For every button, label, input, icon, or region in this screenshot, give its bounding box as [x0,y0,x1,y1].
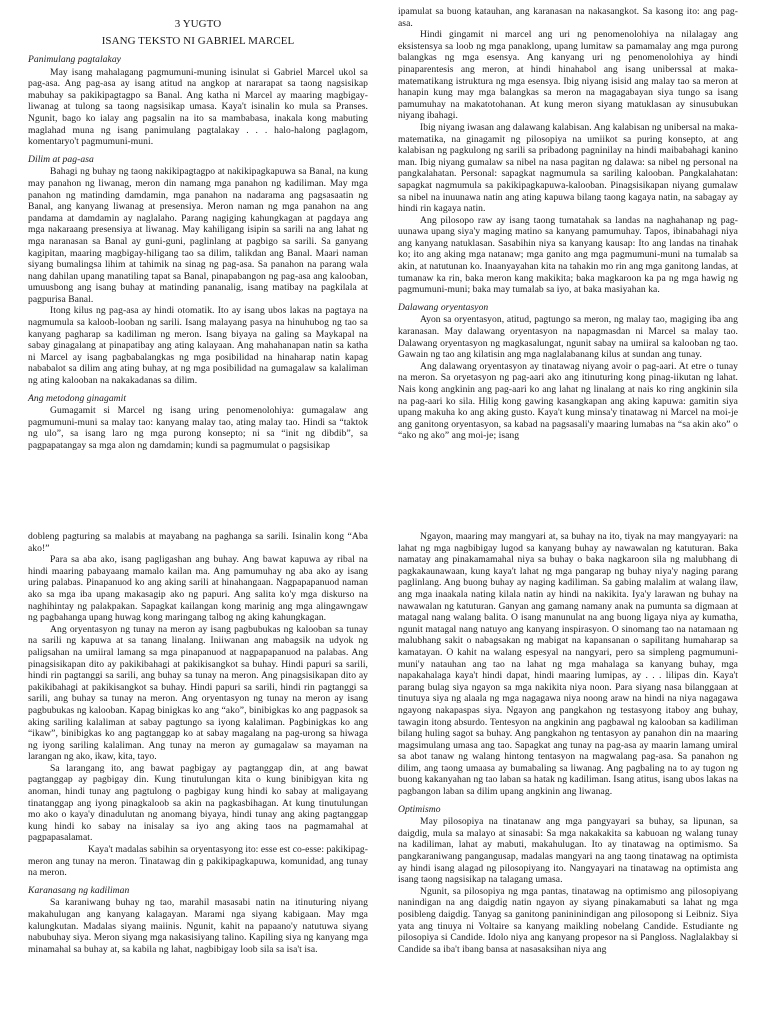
paragraph: Kaya't madalas sabihin sa oryentasyong ito: esse est co-esse: pakikipag-meron ang tunay na meron. Tinatawag din g pakikipagkapuwa, komunidad, ang tunay na meron. [28,844,369,879]
section-heading: Karanasang ng kadiliman [28,884,130,896]
paragraph: Ang dalawang oryentasyon ay tinatawag niyang avoir o pag-aari. At etre o tunay na meron. Sa oryetasyon ng pag-aari ako ang itinuturing kong pinag-iikutan ng lahat. Nais kong angkinin ang pag-aari ko ang lahat ng linalang at nais ko ring angkinin sila na pag-aari ko sila. Hilig kong gawing kasangkapan ang aking kapuwa: gamitin siya upang makuha ko ang aking gusto. Kaya't kung minsa'y tinatawag ni Marcel na moi-je ang ganitong oryentasyon, sa kabad na pagsasali'y maaring lumabas na “sa akin ako” o “ako ng ako” ang moi-je; isang [398,360,738,442]
document-title: ISANG TEKSTO NI GABRIEL MARCEL [101,35,295,47]
paragraph: May pilosopiya na tinatanaw ang mga pangyayari sa buhay, sa lipunan, sa daigdig, mula sa malayo at sinasabi: Sa mga nakakakita sa kabuoan ng walang tunay na kadiliman, lahat ay mabuti, makahulugan. Ito ay tinatawag na optimismo. Sa pangkaraniwang pangangusap, madalas mangyari na ang taong tinatawag na optimista ay hindi isang alagad ng pilosopiyang ito. Nangyayari na tinatawag na optimista ang isang taong nagsisikap na talagang umasa. [398,816,738,886]
column-4 [398,531,738,955]
paragraph: Ayon sa oryentasyon, atitud, pagtungo sa meron, ng malay tao, magiging iba ang karanasan. May dalawang oryentasyon na napagmasdan ni Marcel sa malay tao. Dalawang oryentasyon ng magkasalungat, ngunit sabay na umiiral sa kalooban ng tao. Gawain ng tao ang kilatisin ang mga naglalabanang kilus at sundan ang tunay. [398,314,738,361]
column-3 [28,531,368,955]
paragraph: Bahagi ng buhay ng taong nakikipagtagpo at nakikipagkapuwa sa Banal, na kung may panahon ng liwanag, meron din namang mga panahon ng kadiliman. May mga panahon ng matinding damdamin, mga panahon na nadarama ang pagsasaatin ng Banal, ang kanyang liwanag at presensiya. Meron naman ng mga panahon na ang pandama at damdamin ay naglalaho. Parang nagiging kahungkagan at pagdaya ang mga nakaraang presensiya at liwanag. May kahiligang isipin sa sarili na ang lahat ng mga naranasan sa Banal ay guni-guni, paglinlang at pagbigo sa sarili. Sa ganyang kagipitan, maaring magbigay-hiligang tao sa dilim, talikdan ang Banal. Maari naman siyang bumalingsa lihim at tahimik na sinag ng pag-asa. Sa panahon na parang wala nang dahilan upang manatiling tapat sa Banal, pinapabangon ng pag-asa ang kalooban, umuusbong ang isang buhay at matinding pananalig, isang matibay na pagkilala at pagpurisa Banal. [28,166,368,305]
paragraph: Ngayon, maaring may mangyari at, sa buhay na ito, tiyak na may mangyayari: na lahat ng mga nagbibigay lugod sa kanyang buhay ay nawawalan ng katuturan. Baka namatay ang pinakamamahal niya sa buhay o baka nagkaroon sila ng malubhang di pagkakaunawaan, kung kaya't lahat ng mga pangarap ng buhay niya'y naging parang paglinlang. Ang buong buhay ay naging kadiliman. Sa gabing malalim at walang ilaw, ang mga inaakala nating kilala natin ay hindi na nakikita. Iya'y larawan ng buhay na nawawalan ng katuturan. Ganyan ang gamang namany anak na pumunta sa digmaan at matagal nang walang balita. O isang manunulat na ang buong ligaya niya ay kumatha, ngunit matagal nang natuyo ang kanyang inspirasyon. O sinomang tao na natamaan ng malubhang sakit o nabagsakan ng mabigat na kapansanan o sapilitang humaharap sa kamatayan. O kahit na walang espesyal na nangyari, pero sa simpleng pagmumuni-muni'y natauhan ang tao na lahat ng mga mahalaga sa kanyang buhay, mga napakahalaga kaya't hindi dapat, hindi maaring lumipas, ay . . . lilipas din. Kaya't parang bulag siya ngayon sa mga nakikita niya noon. Para siyang nasa bilanggaan at tinutuya siya ng alaala ng mga nagagawa niya noong araw na hindi na niya nagagawa ngayong nakapaspas siya. Ngayon ang pangkahon ng testasyong itaboy ang buhay, tawagin itong absurdo. Tentesyon na angkinin ang pagbawal ng kalooban sa kadiliman bilang huling sagot sa buhay. Ang pangkahon ng tentasyon ay panahon din na maaring magsimulang umasa ang tao. Sapagkat ang tunay na pag-asa ay maarin lamang umiral sa abot tanaw ng walang hintong tentasyon na magwalang pag-asa. Sa panahon ng dilim, ang taong umaasa ay bumabaling sa liwanag. Ang pagbaling na to ay tugon ng buong kakanyahan ng tao laban sa hatak ng kadiliman. Isang atitus, isang ubos lakas na pagbangon laban sa dilim upang angkinin ang liwanag. [398,531,738,798]
paragraph-continued: dobleng pagturing sa malabis at mayabang na paghanga sa sarili. Isinalin kong “Aba ako!” [28,531,368,554]
section-heading: Optimismo [398,803,441,815]
column-2 [398,6,738,442]
column-4-body [398,531,738,955]
section-heading: Dilim at pag-asa [28,153,94,165]
paragraph: Ngunit, sa pilosopiya ng mga pantas, tinatawag na optimismo ang pilosopiyang nanindigan na ang daigdig natin ngayon ay siyang pinakamabuti sa lahat ng mga posibleng daigdig. Tanyag sa ganitong panininindigan ang pilosopong si Leibniz. Siya yata ang tinuya ni Voltaire sa kanyang maikling nobelang Candide. Estudiante ng pilosopiya si Candide. Idolo niya ang kanyang propesor na si Pangloss. Naglalakbay si Candide sa iba't ibang bansa at nasasaksihan niya ang [398,885,738,955]
column-1-body [28,54,368,452]
paragraph: Gumagamit si Marcel ng isang uring penomenolohiya: gumagalaw ang pagmumuni-muni sa malay tao: kanyang malay tao, ating malay tao. Hindi sa “taktok ng ulo”, sa isang laro ng mga purong konsepto; ni sa “init ng dibdib”, sa pagpapatangay sa mga alon ng damdamin; kundi sa pagmumulat o pagsisikap [28,405,368,451]
bottom-spread [0,527,768,1024]
top-spread [0,0,768,497]
paragraph: Hindi gingamit ni marcel ang uri ng penomenolohiya na nilalagay ang eksistensya sa loob ng mga panaklong, upang lumitaw sa pamamalay ang mga purong balangkas ng mga esensya. Ang kanyang uri ng penomenolohiya ay hindi pinaparentesis ang meron, at hindi hinahabol ang isang uniberssal at maka-matematikang istruktura ng mga esensya. Ibig niyang isisid ang malay tao sa meron at hanapin kung may mga balangkas sa meron na magagabayan siya tungo sa isang pamumuhay na makatotohanan. At kung meron siyang matuklasan ay sinusubukan niyang ibahagi. [398,29,738,122]
section-heading: Ang metodong ginagamit [28,392,127,404]
column-3-body [28,531,368,955]
paragraph: Sa larangang ito, ang bawat pagbigay ay pagtanggap din, at ang bawat pagtanggap ay pagbigay din. Kung tinutulungan kita o kung binibigyan kita ng anoman, hindi tunay ang pagtulong o pagbigay kung hindi ko sabay at maligayang tinatanggap ang iyong pinagkaloob sa akin na pagkasbihagan. At kung tinutulungan mo ako o kaya'y dinadulutan ng anomang biyaya, hindi tunay ang aking pagtanggap kung hindi ko sabay na inisalay sa iyo ang aking taos na pagmamahal at pagpapasalamat. [28,762,368,844]
paragraph: Ang pilosopo raw ay isang taong tumatahak sa landas na naghahanap ng pag-uunawa upang siya'y maging matino sa kanyang pamumuhay. Tapos, ibinabahagi niya ang kanyang natuklasan. Sasabihin niya sa kanyang kausap: Ito ang landas na tinahak ko; ito ang aking mga natanaw; mga ganito ang mga pagmumuni-muni na tumalab sa akin, at natutunan ko. Inaanyayahan kita na tahakin mo rin ang mga ganitong landas, at tumanaw ka rin, baka meron kang makikita; baka magkaroon ka pa ng mga hawig ng pagmumuni-muni; baka may tumalab sa iyo, at baka masiyahan ka. [398,214,738,296]
section-heading: Panimulang pagtalakay [28,54,121,65]
chapter-heading: 3 YUGTO [174,18,222,30]
paragraph-continued: ipamulat sa buong katauhan, ang karanasan na nakasangkot. Sa kasong ito: ang pag-asa. [398,6,738,29]
section-heading: Dalawang oryentasyon [398,301,489,313]
paragraph: Ang oryentasyon ng tunay na meron ay isang pagbubukas ng kalooban sa tunay na sarili ng kapuwa at sa tanang linalang. Iniiwanan ang mabagsik na udyok ng paligsahan na umiiral lamang sa mga pinapanuod at nagpapapanuod na palabas. Ang pinagsisikapan dito ay pakikibahagi at pakikisangkot sa buhay. Hindi papuri sa sarili, hindi rin pagtanggi sa sarili, ang buhay sa tunay na meron. Ang pinagsisikapan dito ay pakikibahagi at pakikisangkot sa buhay. Hindi papuri sa sarili, hindi rin pagtanggi sa sarili, ang buhay sa tunay na meron. Ang oryentasyon ng tunay na meron ay isang pagbubukas ng kalooban. Kapag binigkas ko ang “ako”, binibigkas ko ang pagpasok sa aking sariling kalaliman at sabay pagtungo sa iyong kalaliman. Pagbinigkas ko ang “ikaw”, binibigkas ko ang pagtanggap ko at sabay magalang na pag-urong sa hiwaga ng iyong sariling kalaliman. Ang tunay na meron ay gumagalaw sa mayaman na larangan ng ako, ikaw, kita, tayo. [28,623,368,763]
paragraph: May isang mahalagang pagmumuni-muning isinulat si Gabriel Marcel ukol sa pag-asa. Ang pag-asa ay isang atitud na angkop at nararapat sa taong nagsisikap mabuhay sa pakikipagtagpo sa Banal. Ang katha ni Marcel ay maaring magbigay-liwanag at tulong sa taong nagsisikap umasa. Kaya't isinalin ko mula sa Pranses. Ngunit, bago ko ialay ang pagsalin na ito sa mambabasa, inakala kong mabuting maglahad muna ng isang panimulang pagtalakay . . . halo-halong paglagom, komentaryo't pagmumuni-muni. [28,66,368,148]
paragraph: Sa karaniwang buhay ng tao, marahil masasabi natin na itinuturing niyang makahulugan ang kanyang kalagayan. Marami nga siyang kabigaan. May mga kalungkutan. Madalas siyang maiinis. Ngunit, kahit na papaano'y natutuwa siyang nabubuhay siya. Meron siyang mga nakasisiyang talino. Kapiling siya ng kanyang mga minamahal sa buhay at, sa kabila ng lahat, nagbibigay loob sila sa isa't isa. [28,897,368,955]
column-2-body [398,6,738,442]
paragraph: Ibig niyang iwasan ang dalawang kalabisan. Ang kalabisan ng unibersal na maka-matematika, na ginagamit ng pilosopiya na umiikot sa puring konsepto, at ang kalabisan ng pagkulong ng sarili sa pribadong pagninilay na hindi maibabahagi kanino man. Ibig niyang gumalaw sa nibel na nasa pagitan ng dalawa: sa nibel ng personal na pangkalahatan. Personal: sapagkat nagmumula sa sariling kalooban. Pangkalahatan: sapagkat nagmumula sa pakikipagkapuwa-kalooban. Pinagsisikapan niyang gumalaw sa nibel na inuunawa natin ang ating kapuwa bilang taong kagaya natin, na sabagay ay hindi rin kagaya natin. [398,121,738,215]
paragraph: Para sa aba ako, isang pagligashan ang buhay. Ang bawat kapuwa ay ribal na hindi maaring pabayaang mamalo kailan ma. Ang pamumuhay ng aba ako ay isang uring palabas. Pinapanuod ko ang aking sarili at hinahangaan. Nagpapapanuod naman ako sa mga iba upang makasagip ako ng papuri. Ang salita ko'y mga diskurso na naghihintay ng palakpakan. Sapagkat kailangan kong marinig ang mga alingawngaw ng pagbahanga upang huwag kong maringang talbog ng aking kahungkagan. [28,554,368,624]
column-1 [28,6,368,452]
page-gap [0,497,768,527]
paragraph: Itong kilus ng pag-asa ay hindi otomatik. Ito ay isang ubos lakas na pagtaya na nagmumula sa kaloob-looban ng sarili. Isang malayang pasya na hinuhubog ng tao sa kanyang pagharap sa kadiliman ng meron. Isang biyaya na galing sa Maykapal na sabay ginagalang at pinapatibay ang ating kalayaan. Ang mahahanapan natin sa katha ni Marcel ay isang pagbabalangkas ng mga posibilidad na hinaharap natin kapag nababalot sa dilim ang ating buhay, at ng mga posibilidad na gumagalaw sa kalaliman ng ating kalooban na nakakadanas sa dilim. [28,305,368,387]
